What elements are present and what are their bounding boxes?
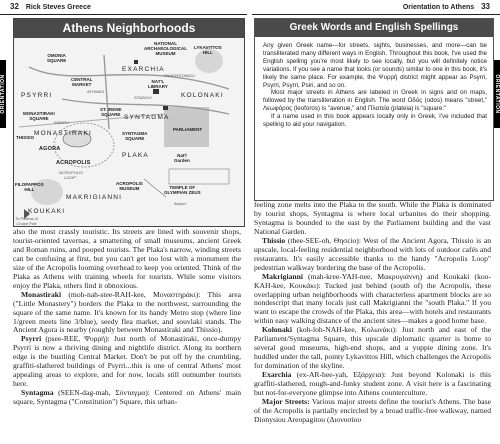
map-label-thissio: THISSIO [16, 135, 35, 140]
map-label-psyrri: PSYRRI [21, 92, 53, 99]
map-label-st-irene-square: ST. IRENE SQUARE [100, 107, 122, 117]
syntagma-marker-icon [153, 89, 159, 94]
left-body-column [13, 228, 241, 407]
map-label-national-garden: Nat'l Garden [174, 153, 190, 163]
left-page-number: 32 [10, 2, 19, 11]
map-label-parliament: PARLIAMENT [173, 127, 203, 132]
sidebar-title: Greek Words and English Spellings [255, 19, 493, 37]
body-paragraph: Syntagma (SEEN-dag-mah, Σύνταγμα): Centered on Athens' main square, Syntagma ("Constitution") Square, this urban- [13, 388, 241, 407]
map-label-syntagma-square: SYNTAGMA SQUARE [122, 131, 148, 141]
left-running-title: Rick Steves Greece [25, 4, 91, 11]
neighborhood-term: Makrigianni [262, 271, 303, 281]
map-title: Athens Neighborhoods [14, 19, 244, 38]
map-label-omonia-square: OMONIA SQUARE [47, 53, 67, 63]
body-paragraph: Thissio (thee-SEE-oh, Θησείο): West of the Ancient Agora, Thissio is an upscale, local-feeling residential neighborhood with lots of outdoor cafés and restaurants. It's easily accessible thanks to the handy "Acropolis Loop" pedestrian walkway bordering the base of the Acropolis. [254, 235, 491, 272]
body-paragraph: Monastiraki (moh-nah-stee-RAH-kee, Μοναστηράκι): This area ("Little Monastery") borders the Plaka to the northwest, surrounding the square of the same name. It's known for its handy Metro stop (where line 1/green meets line 3/blue), seedy flea market, and souvlaki stands. The Ancient Agora is nearby (roughly between Monastiraki and Thissio). [13, 289, 241, 335]
neighborhood-term: Major Streets: [262, 396, 310, 406]
map-label-monastiraki-square: MONASTIRAKI SQUARE [23, 111, 55, 121]
map-label-acropolis: ACROPOLIS [56, 160, 91, 166]
neighborhood-term: Syntagma [21, 388, 54, 398]
parliament-marker-icon [163, 106, 168, 110]
map-label-to-airport: Airport [174, 201, 186, 206]
left-header-rule [0, 14, 247, 15]
neighborhood-map [13, 18, 245, 227]
right-page-header [403, 0, 495, 14]
body-paragraph: also the most crassly touristic. Its streets are lined with souvenir shops, tourist-oriented tavernas, a smattering of small museums, ancient Greek and Roman ruins, and pooped tourists. The Plaka's narrow, winding streets can be confusing at first, but you can't get too lost with a monument the size of the Acropolis looming overhead to keep you oriented. Think of the Plaka as Athens with training wheels for tourists. While some visitors enjoy the Plaka, others find it obnoxious. [13, 227, 241, 290]
museum-marker-icon [134, 60, 138, 64]
map-label-exarchia: EXARCHIA [122, 66, 165, 73]
map-label-athinas: ATHINAS [87, 89, 105, 94]
greek-spellings-sidebar [254, 18, 494, 201]
map-label-ermou: ERMOU [54, 120, 69, 125]
map-label-filopappos-hill: FILOPAPPOS HILL [15, 182, 44, 192]
map-label-temple-of-zeus: TEMPLE OF OLYMPIAN ZEUS [164, 185, 201, 195]
body-paragraph: feeling zone melts into the Plaka to the south. While the Plaka is dominated by tourist shops, Syntagma is where local urbanites do their shopping. Syntagma is bounded to the east by the Parliament building and the vast National Garden. [254, 200, 491, 236]
sidebar-body [263, 42, 487, 129]
body-paragraph: Psyrri (psee-REE, Ψυρρή): Just north of Monastiraki, once-dumpy Psyrri is now a thriving dining and nightlife district. Along its northern edge is the bustling Central Market. Don't be put off by the crumbling, graffiti-slathered buildings of Psyrri...this is one of central Athens' most appealing areas to explore, and for now, locals still outnumber tourists here. [13, 334, 241, 389]
right-body-column [254, 201, 491, 425]
map-label-national-library: NAT'L LIBRARY [148, 79, 168, 89]
map-label-agora: AGORA [39, 146, 61, 152]
map-label-monastiraki: MONASTIRAKI [34, 130, 92, 137]
map-label-acropolis-museum: ACROPOLIS MUSEUM [116, 181, 143, 191]
map-label-makrigianni: MAKRIGIANNI [66, 194, 123, 201]
map-label-panepistimiou: PANEPISTIMIOU [164, 73, 196, 78]
map-label-kolonaki: KOLONAKI [181, 92, 224, 99]
map-label-syntagma: SYNTAGMA [124, 114, 170, 121]
sidebar-paragraph: Any given Greek name—for streets, sights, businesses, and more—can be transliterated many different ways in English. Throughout this book, I've used the English spelling you're most likely to see locally, but you will definitely notice variations. If you see a name that looks (or sounds) similar to one in this book, it's likely the same place. For example, the Ψυρρή district might appear as Psyrri, Psyrri, Psyrri, Psiri, and so on. [263, 42, 487, 89]
neighborhood-term: Monastiraki [21, 289, 62, 299]
left-page-header [5, 0, 91, 14]
map-label-koukaki: KOUKAKI [28, 208, 66, 215]
map-label-plaka: PLAKA [122, 152, 149, 159]
neighborhood-term: Exarchia [262, 370, 292, 380]
map-label-stadiou: STADIOU [134, 95, 152, 100]
body-paragraph: Kolonaki (koh-loh-NAH-kee, Κολωνάκι): Just north and east of the Parliament/Syntagma Square, this upscale diplomatic quarter is home to several good museums, high-end shops, and a yuppie dining zone. It's huddled under the tall, pointy Lykavittos Hill, which challenges the Acropolis for domination of the skyline. [254, 325, 491, 371]
right-running-title: Orientation to Athens [402, 4, 475, 11]
map-label-lykavittos-hill: LYKAVITTOS HILL [194, 45, 222, 55]
body-paragraph: Makrigianni (mah-kree-YAH-nee, Μακρυγιάννη) and Koukaki (koo-KAH-kee, Κουκάκι): Tucked just behind (south of) the Acropolis, these overlapping urban neighborhoods with characterless apartment blocks are so nondescript that many locals just call Makrigianni the "south Plaka." If you want to escape the crowds of the Plaka, this area—with hotels and restaurants within easy walking distance of the ancient sites—makes a good home base. [254, 271, 491, 326]
body-paragraph: Major Streets: Various major streets define the tourist's Athens. The base of the Acropolis is partially encircled by a broad traffic-free walkway, named Dionysiou Areopagitou (Διονυσίου [254, 396, 491, 424]
neighborhood-term: Thissio [262, 235, 286, 245]
map-label-central-market: CENTRAL MARKET [71, 77, 93, 87]
neighborhood-term: Psyrri [21, 334, 42, 344]
left-side-tab: ORIENTATION [0, 60, 6, 128]
right-side-tab: ORIENTATION [494, 60, 500, 128]
sidebar-paragraph: If a name used in this book appears locally only in Greek, I've included that spelling to aid your navigation. [263, 113, 487, 129]
right-page-number: 33 [481, 2, 490, 11]
neighborhood-term: Kolonaki [262, 325, 292, 335]
body-paragraph: Exarchia (ex-AR-hee-yah, Εξάρχεια): Just beyond Kolonaki is this graffiti-slathered, rough-and-funky student zone. A visit here is a fascinating but not-for-everyone glimpse into Athens counterculture. [254, 370, 491, 398]
map-label-national-museum: NATIONAL ARCHAEOLOGICAL MUSEUM [144, 41, 187, 56]
sidebar-paragraph: Most major streets in Athens are labeled in Greek in signs and on maps, followed by the transliteration in English. The word Οδός (odos) means "street," Λεωφόρος (leoforos) is "avenue," and Πλατεία (plateia) is "square." [263, 89, 487, 113]
map-label-to-piraeus: To Piraeus & Cruise Port [15, 216, 38, 226]
map-label-acropolis-loop: "ACROPOLIS LOOP" [58, 170, 83, 180]
right-header-rule [252, 14, 500, 15]
